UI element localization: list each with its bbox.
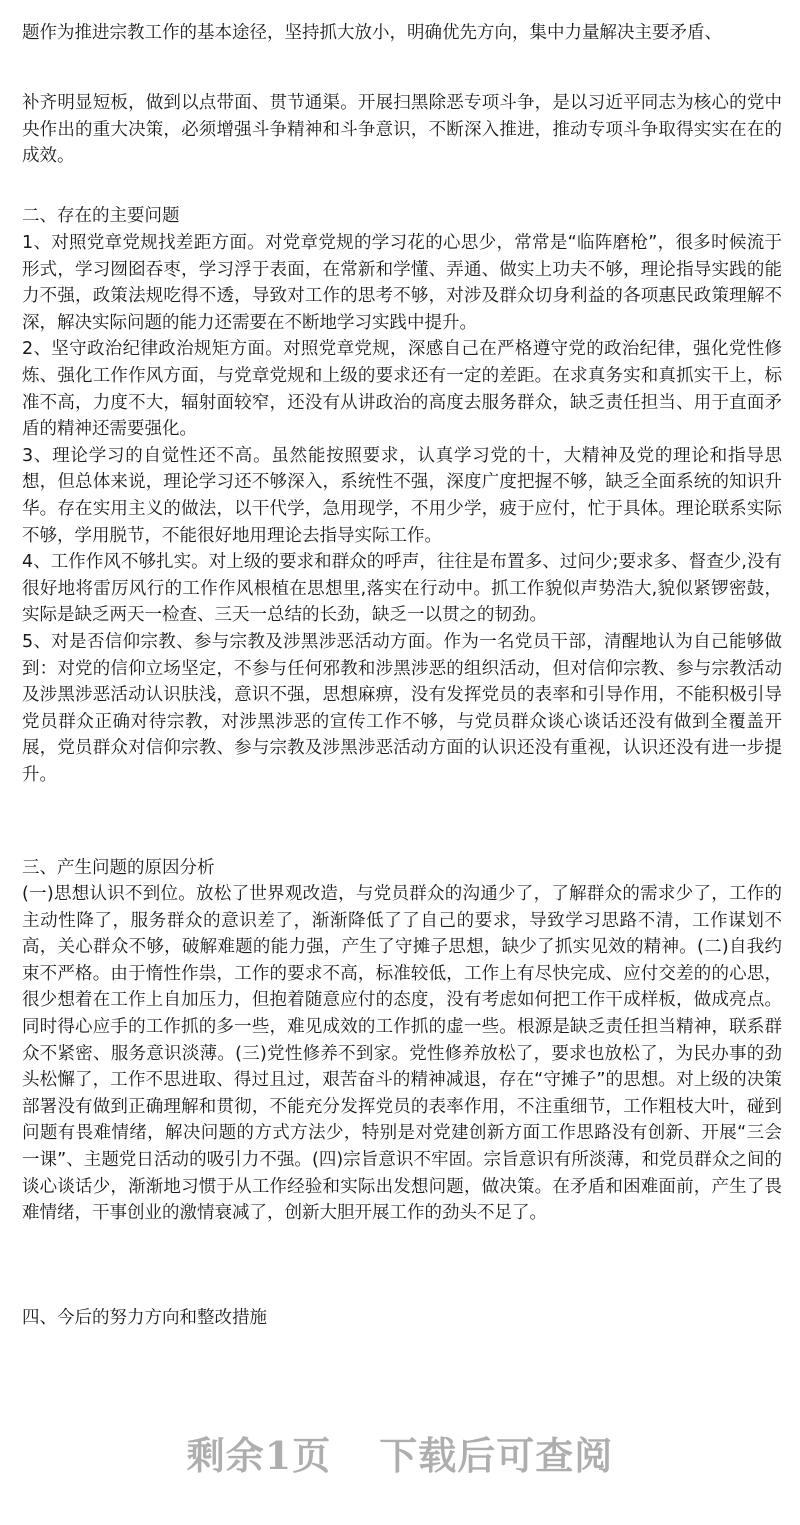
download-prompt[interactable] [0,1425,800,1480]
intro-paragraph-cut [22,0,782,48]
intro-paragraph-continued: 补齐明显短板，做到以点带面、贯节通渠。开展扫黑除恶专项斗争，是以习近平同志为核心的党中央作出的重大决策，必须增强斗争精神和斗争意识，不断深入推进，推动专项斗争取得实实在在的成效。 [22,93,782,167]
download-to-read-text: 下载后可查阅 [379,1433,614,1478]
list-item: 3、理论学习的自觉性还不高。虽然能按照要求，认真学习党的十，大精神及党的理论和指导思想，但总体来说，理论学习还不够深入，系统性不强，深度广度把握不够，缺乏全面系统的知识升华。存在实用主义的做法，以干代学，急用现学，不用少学，疲于应付，忙于具体。理论联系实际不够，学用脱节，不能很好地用理论去指导实际工作。 [22,445,782,546]
list-item: 5、对是否信仰宗教、参与宗教及涉黑涉恶活动方面。作为一名党员干部，清醒地认为自己能够做到：对党的信仰立场坚定，不参与任何邪教和涉黑涉恶的组织活动，但对信仰宗教、参与宗教活动及涉黑涉恶活动认识肤浅，意识不强，思想麻痹，没有发挥党员的表率和引导作用，不能积极引导党员群众正确对待宗教，对涉黑涉恶的宣传工作不够，与党员群众谈心谈话还没有做到全覆盖开展，党员群众对信仰宗教、参与宗教及涉黑涉恶活动方面的认识还没有重视，认识还没有进一步提升。 [22,631,782,785]
section-2-list [22,230,782,788]
list-item: 2、坚守政治纪律政治规矩方面。对照党章党规，深感自己在严格遵守党的政治纪律，强化党性修炼、强化工作作风方面，与党章党规和上级的要求还有一定的差距。在求真务实和真抓实干上，标准不高，力度不大，辐射面较窄，还没有从讲政治的高度去服务群众，缺乏责任担当、用于直面矛盾的精神还需要强化。 [22,339,782,440]
list-item: 4、工作作风不够扎实。对上级的要求和群众的呼声，往往是布置多、过问少;要求多、督查少,没有很好地将雷厉风行的工作作风根植在思想里,落实在行动中。抓工作貌似声势浩大,貌似紧锣密鼓，实际是缺乏两天一检查、三天一总结的长劲，缺乏一以贯之的韧劲。 [22,552,782,626]
section-3-heading: 三、产生问题的原因分析 [22,858,215,878]
intro-cut-line: 题作为推进宗教工作的基本途径，坚持抓大放小，明确优先方向，集中力量解决主要矛盾、 [22,23,722,43]
section-3-paragraph: (一)思想认识不到位。放松了世界观改造，与党员群众的沟通少了，了解群众的需求少了，工作的主动性降了，服务群众的意识差了，渐渐降低了了自己的要求，导致学习思路不清，工作谋划不高，关心群众不够，破解难题的能力强，产生了守摊子思想，缺少了抓实见效的精神。(二)自我约束不严格。由于惰性作祟，工作的要求不高，标准较低，工作上有尽快完成、应付交差的的心思，很少想着在工作上自加压力，但抱着随意应付的态度，没有考虑如何把工作干成样板，做成亮点。同时得心应手的工作抓的多一些，难见成效的工作抓的虚一些。根源是缺乏责任担当精神，联系群众不紧密、服务意识淡薄。(三)党性修养不到家。党性修养放松了，要求也放松了，为民办事的劲头松懈了，工作不思进取、得过且过，艰苦奋斗的精神减退，存在“守摊子”的思想。对上级的决策部署没有做到正确理解和贯彻，不能充分发挥党员的表率作用，不注重细节，工作粗枝大叶，碰到问题有畏难情绪，解决问题的方式方法少，特别是对党建创新方面工作思路没有创新、开展“三会一课”、主题党日活动的吸引力不强。(四)宗旨意识不牢固。宗旨意识有所淡薄，和党员群众之间的谈心谈话少，渐渐地习惯于从工作经验和实际出发想问题，做决策。在矛盾和困难面前，产生了畏难情绪，干事创业的激情衰减了，创新大胆开展工作的劲头不足了。 [22,884,782,1224]
section-2-heading: 二、存在的主要问题 [22,206,180,226]
section-4-heading: 四、今后的努力方向和整改措施 [22,1308,267,1328]
list-item: 1、对照党章党规找差距方面。对党章党规的学习花的心思少，常常是“临阵磨枪”，很多时候流于形式，学习囫囵吞枣，学习浮于表面，在常新和学懂、弄通、做实上功夫不够，理论指导实践的能力不强，政策法规吃得不透，导致对工作的思考不够，对涉及群众切身利益的各项惠民政策理解不深，解决实际问题的能力还需要在不断地学习实践中提升。 [22,233,782,333]
remaining-pages-text: 剩余1页 [186,1433,332,1478]
